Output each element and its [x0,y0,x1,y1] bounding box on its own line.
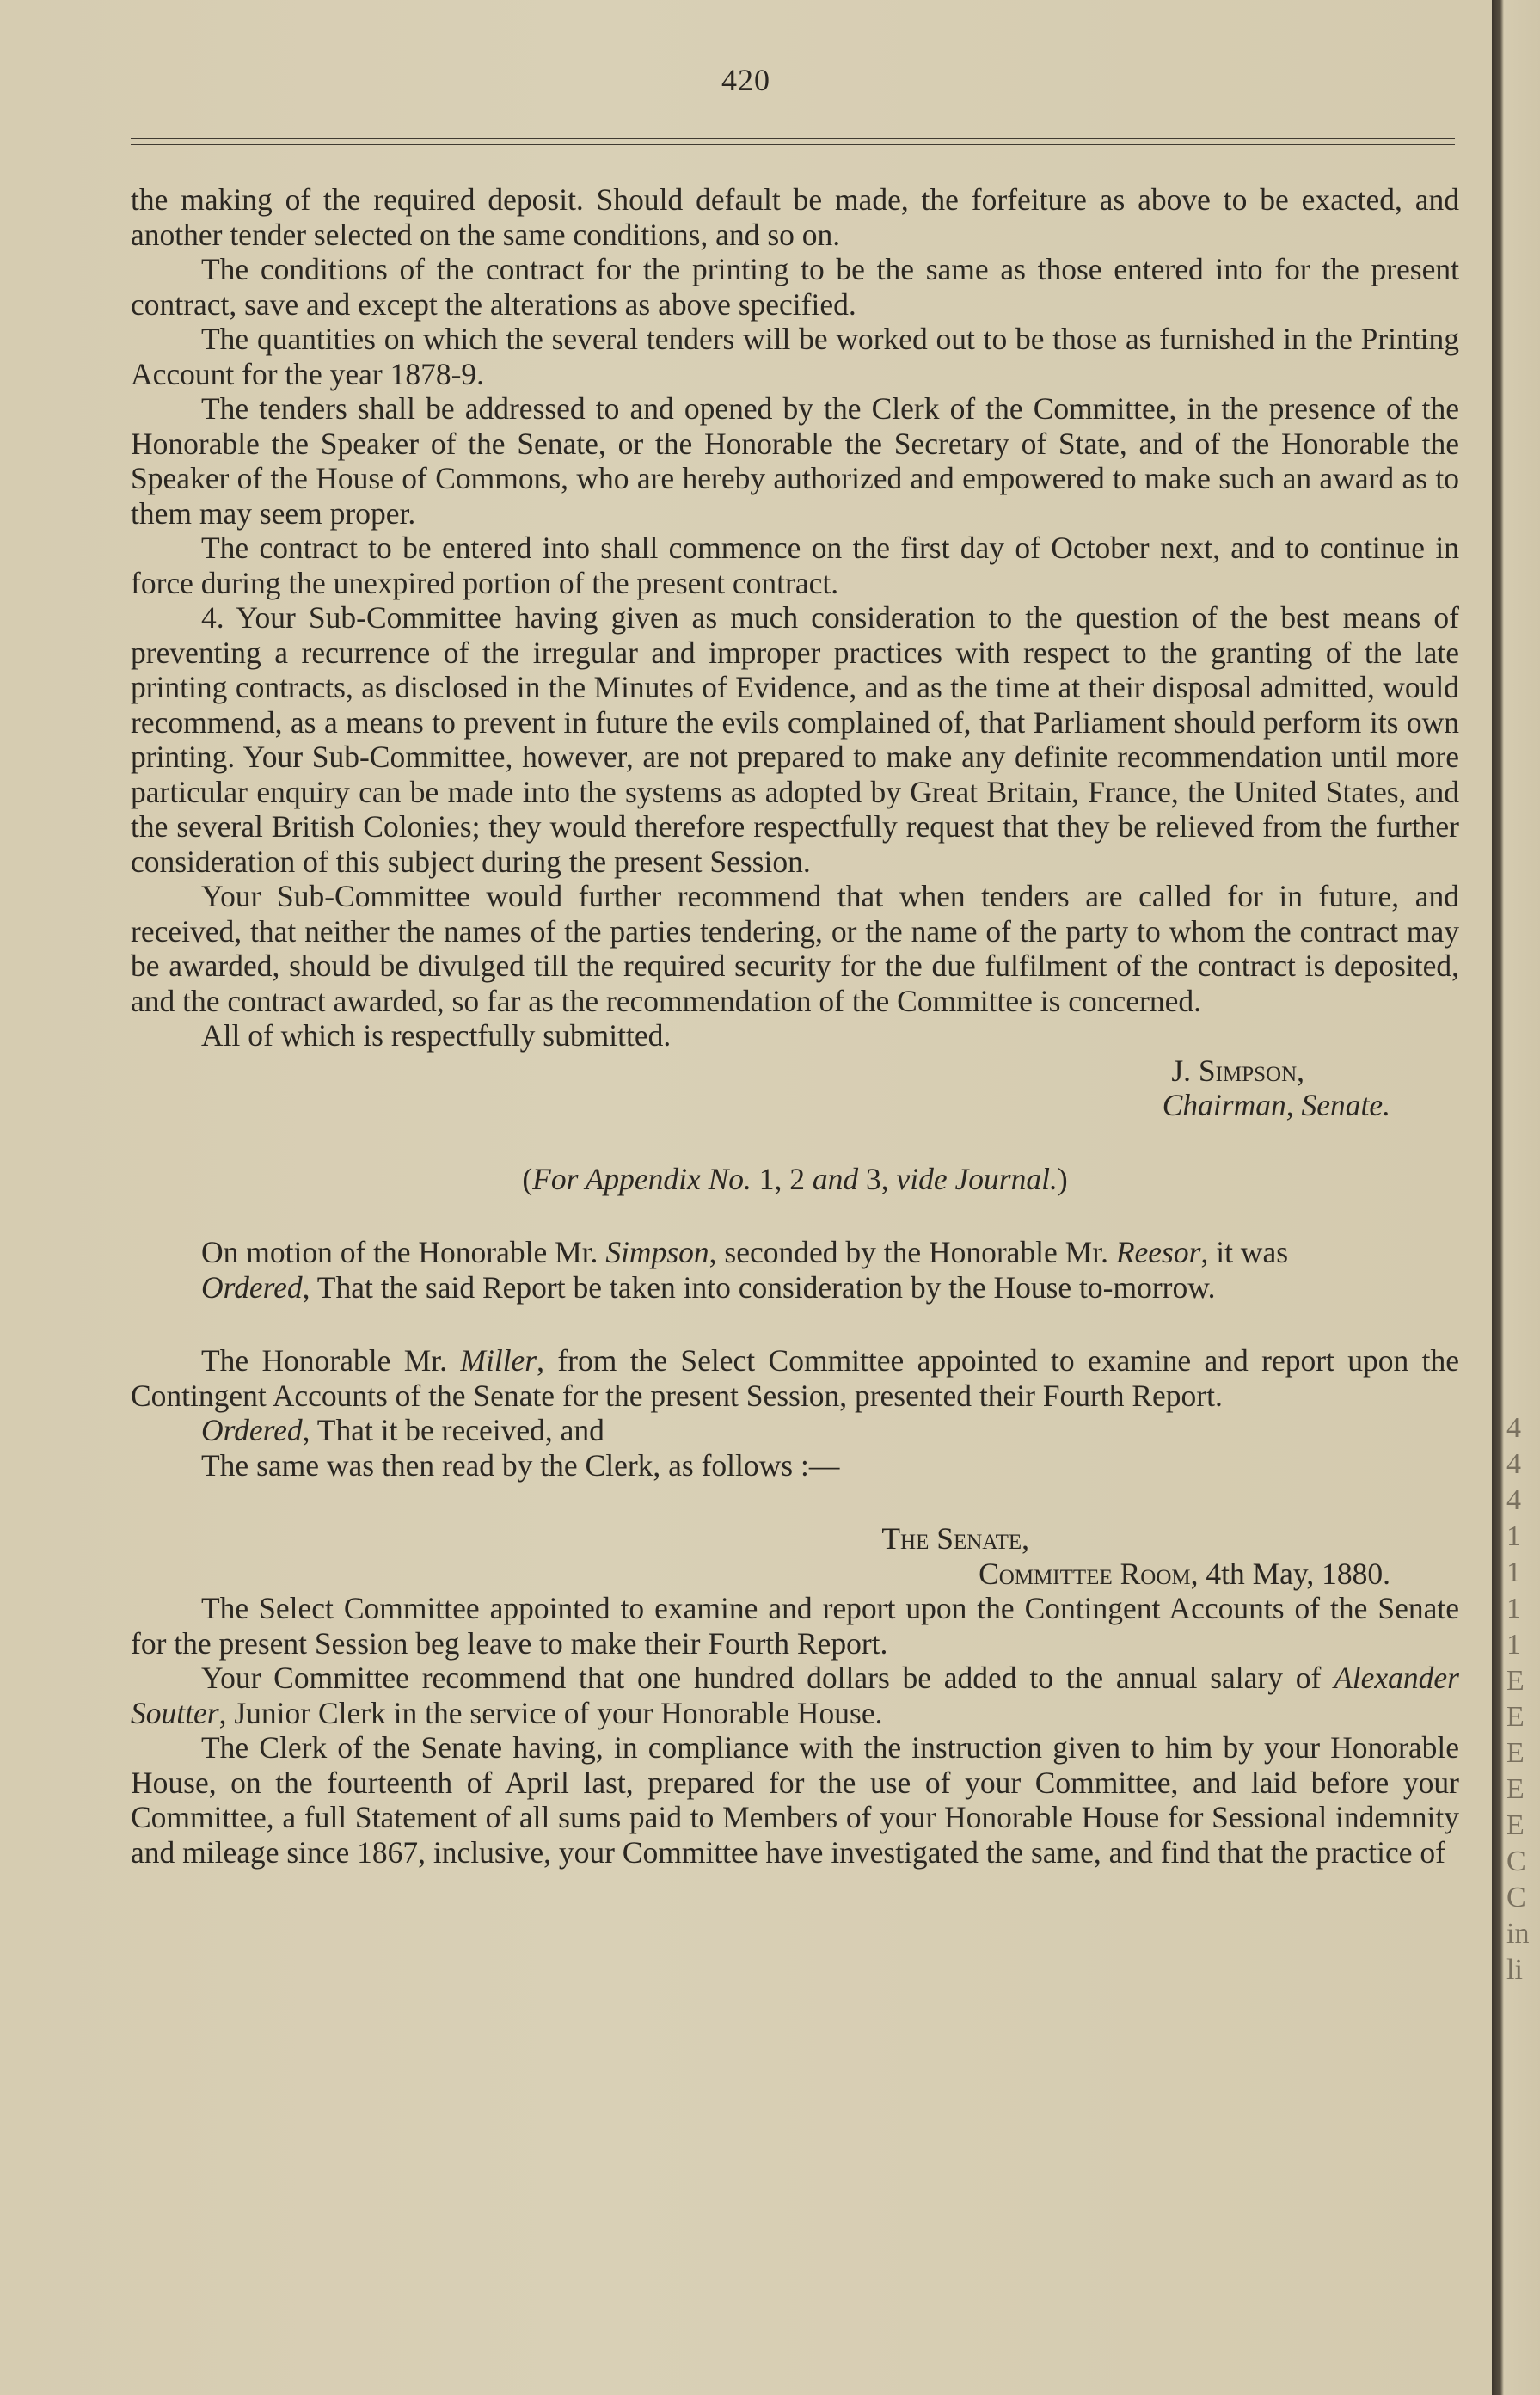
report-text: , Junior Clerk in the service of your Honorable House. [218,1695,883,1730]
ordered-paragraph [131,1413,1459,1448]
spacer [131,1305,1459,1343]
margin-mark: 1 [1506,1520,1521,1552]
report-paragraph: The Select Committee appointed to examine and report upon the Contingent Accounts of the Senate for the present Session beg leave to make their Fourth Report. [131,1591,1459,1661]
motion-mover: Simpson [605,1235,709,1269]
paragraph: The conditions of the contract for the printing to be the same as those entered into for the present contract, save and except the alterations as above specified. [131,252,1459,322]
paragraph: 4. Your Sub-Committee having given as much consideration to the question of the best means of preventing a recurrence of the irregular and improper practices with respect to the granting of the late printing contracts, as disclosed in the Minutes of Evidence, and as the time at their disposal admitted, would recommend, as a means to prevent in future the evils complained of, that Parliament should perform its own printing. Your Sub-Committee, however, are not prepared to make any definite recommendation until more particular enquiry can be made into the systems as adopted by Great Britain, France, the United States, and the several British Colonies; they would therefore respectfully request that they be relieved from the further consideration of this subject during the present Session. [131,600,1459,879]
appendix-note [131,1162,1459,1197]
margin-mark: E [1506,1809,1525,1841]
margin-mark: E [1506,1665,1525,1697]
appendix-label: For Appendix No. [532,1161,752,1196]
miller-text: The Honorable Mr. [201,1343,461,1378]
report-heading-senate: The Senate, [881,1521,1029,1556]
paragraph: The tenders shall be addressed to and opened by the Clerk of the Committee, in the presence of the Honorable the Speaker of the Senate, or the Honorable the Secretary of State, and of the Honorable the Speaker of the House of Commons, who are hereby authorized and empowered to make such an award as to them may seem proper. [131,391,1459,531]
committee-room: Committee Room [979,1556,1191,1591]
margin-mark: 1 [1506,1629,1521,1661]
report-paragraph: The Clerk of the Senate having, in compliance with the instruction given to him by your Honorable House, on the fourteenth of April last, prepared for the use of your Committee, and laid before your Committee, a full Statement of all sums paid to Members of your Honorable House for Sessional indemnity and mileage since 1867, inclusive, your Committee have investigated the same, and find that the practice of [131,1730,1459,1870]
margin-mark: 4 [1506,1448,1521,1480]
body-text [131,182,1459,1870]
facing-page-marks [1506,1410,1536,1988]
margin-mark: 4 [1506,1412,1521,1444]
page-number: 420 [721,63,770,97]
read-paragraph: The same was then read by the Clerk, as follows :— [201,1447,840,1483]
motion-text: , seconded by the Honorable Mr. [709,1235,1116,1269]
header-rule-top [131,138,1455,139]
appendix-and: and [812,1161,859,1196]
margin-mark: 4 [1506,1484,1521,1516]
spacer [131,1123,1459,1162]
paren-open: ( [522,1161,533,1196]
report-text: Your Committee recommend that one hundred dollars be added to the annual salary of [201,1661,1334,1695]
signature-name: J. Simpson, [1171,1053,1304,1088]
book-gutter [1492,0,1540,2395]
margin-mark: C [1506,1845,1526,1877]
paragraph: Your Sub-Committee would further recommend that when tenders are called for in future, and received, that neither the names of the parties tendering, or the name of the party to whom the contract may be awarded, should be divulged till the required security for the due fulfilment of the contract is deposited, and the contract awarded, so far as the recommendation of the Committee is concerned. [131,879,1459,1018]
margin-mark: E [1506,1737,1525,1769]
margin-mark: 1 [1506,1593,1521,1624]
report-date: , 4th May, 1880. [1190,1556,1390,1591]
paragraph: The contract to be entered into shall commence on the first day of October next, and to continue in force during the unexpired portion of the present contract. [131,531,1459,600]
ordered-paragraph [131,1270,1459,1305]
spacer [131,1483,1459,1521]
appendix-vide: vide Journal. [896,1161,1058,1196]
motion-text: On motion of the Honorable Mr. [201,1235,606,1269]
paragraph: The quantities on which the several tenders will be worked out to be those as furnished in the Printing Account for the year 1878-9. [131,322,1459,391]
report-paragraph [131,1661,1459,1730]
margin-mark: li [1506,1954,1523,1986]
clerk-name: Alexander Soutter [131,1661,1459,1730]
appendix-numbers: 1, 2 [751,1161,813,1196]
margin-mark: C [1506,1882,1526,1913]
margin-mark: in [1506,1918,1530,1950]
motion-seconder: Reesor [1115,1235,1201,1269]
paragraph: All of which is respectfully submitted. [201,1018,672,1053]
miller-name: Miller [460,1343,537,1378]
spacer [131,1196,1459,1235]
margin-mark: E [1506,1701,1525,1733]
miller-paragraph [131,1343,1459,1413]
paren-close: ) [1057,1161,1068,1196]
report-heading-date [131,1557,1459,1592]
motion-text: , it was [1200,1235,1289,1269]
motion-paragraph [131,1235,1459,1270]
header-rule-bottom [131,144,1455,145]
margin-mark: E [1506,1773,1525,1805]
ordered-text: , That the said Report be taken into consideration by the House to-morrow. [302,1269,1216,1305]
miller-text: , from the Select Committee appointed to examine and report upon the Contingent Accounts of the Senate for the present Session, presented their Fourth Report. [131,1343,1459,1413]
appendix-three: 3, [858,1161,897,1196]
ordered-label: Ordered [201,1413,303,1447]
margin-mark: 1 [1506,1557,1521,1588]
ordered-text: , That it be received, and [302,1413,604,1447]
signature-title: Chairman, Senate. [1162,1088,1390,1122]
ordered-label: Ordered [201,1269,303,1305]
paragraph: the making of the required deposit. Should default be made, the forfeiture as above to be exacted, and another tender selected on the same conditions, and so on. [131,182,1459,252]
